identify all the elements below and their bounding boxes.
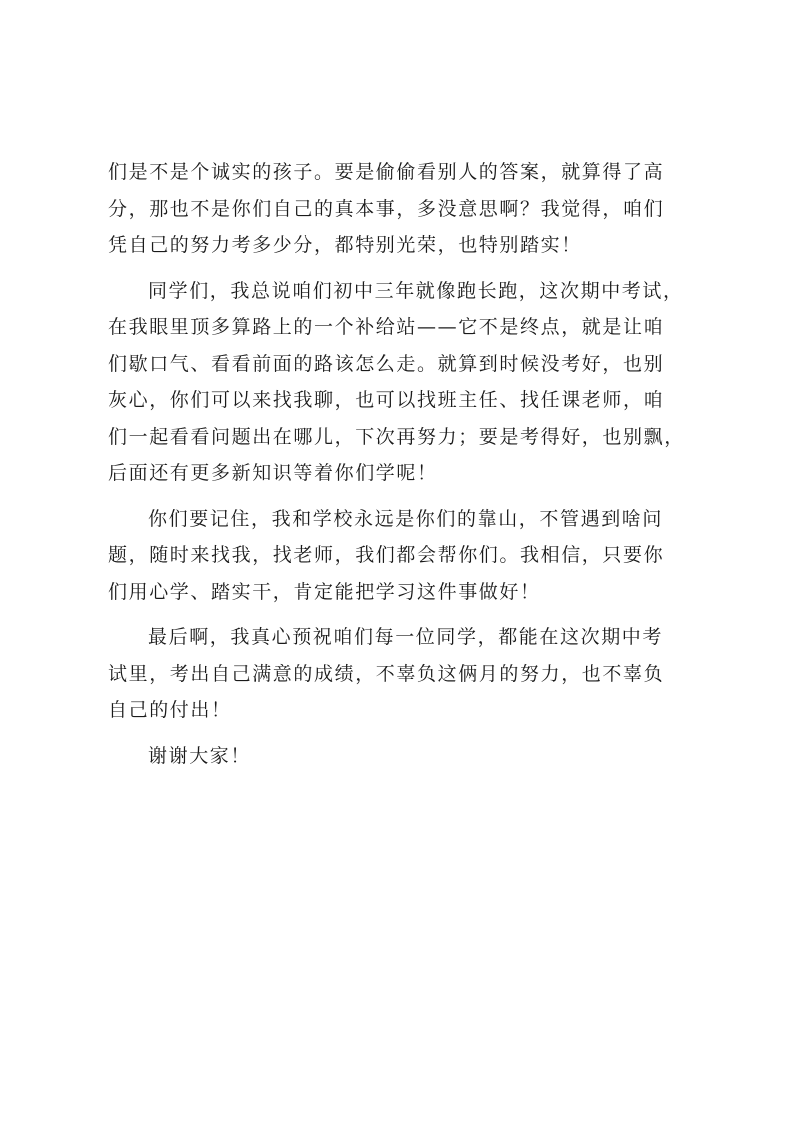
text-line: 同学们，我总说咱们初中三年就像跑长跑，这次期中考试， bbox=[148, 279, 684, 302]
text-line: 在我眼里顶多算路上的一个补给站——它不是终点，就是让咱 bbox=[108, 316, 665, 338]
text-line: 们用心学、踏实干，肯定能把学习这件事做好！ bbox=[108, 580, 541, 603]
text-line: 们歇口气、看看前面的路该怎么走。就算到时候没考好，也别 bbox=[108, 352, 665, 375]
paragraph-2 bbox=[108, 273, 692, 492]
speech-text bbox=[108, 154, 692, 783]
text-line: 们是不是个诚实的孩子。要是偷偷看别人的答案，就算得了高 bbox=[108, 161, 665, 183]
paragraph-5 bbox=[108, 738, 692, 775]
text-line: 分，那也不是你们自己的真本事，多没意思啊？我觉得，咱们 bbox=[108, 197, 665, 220]
text-line: 灰心，你们可以来找我聊，也可以找班主任、找任课老师，咱 bbox=[108, 389, 665, 411]
text-line: 题，随时来找我，找老师，我们都会帮你们。我相信，只要你 bbox=[108, 544, 665, 566]
text-line: 你们要记住，我和学校永远是你们的靠山，不管遇到啥问 bbox=[148, 507, 664, 530]
text-line: 凭自己的努力考多少分，都特别光荣，也特别踏实！ bbox=[108, 234, 582, 256]
text-line: 们一起看看问题出在哪儿，下次再努力；要是考得好，也别飘， bbox=[108, 425, 685, 448]
text-line: 试里，考出自己满意的成绩，不辜负这俩月的努力，也不辜负 bbox=[108, 662, 665, 685]
paragraph-1 bbox=[108, 154, 692, 264]
paragraph-4 bbox=[108, 619, 692, 729]
text-line: 后面还有更多新知识等着你们学呢！ bbox=[108, 462, 438, 484]
text-line: 最后啊，我真心预祝咱们每一位同学，都能在这次期中考 bbox=[148, 626, 664, 648]
text-line: 谢谢大家！ bbox=[148, 744, 252, 767]
text-line: 自己的付出！ bbox=[108, 699, 232, 721]
paragraph-3 bbox=[108, 501, 692, 611]
